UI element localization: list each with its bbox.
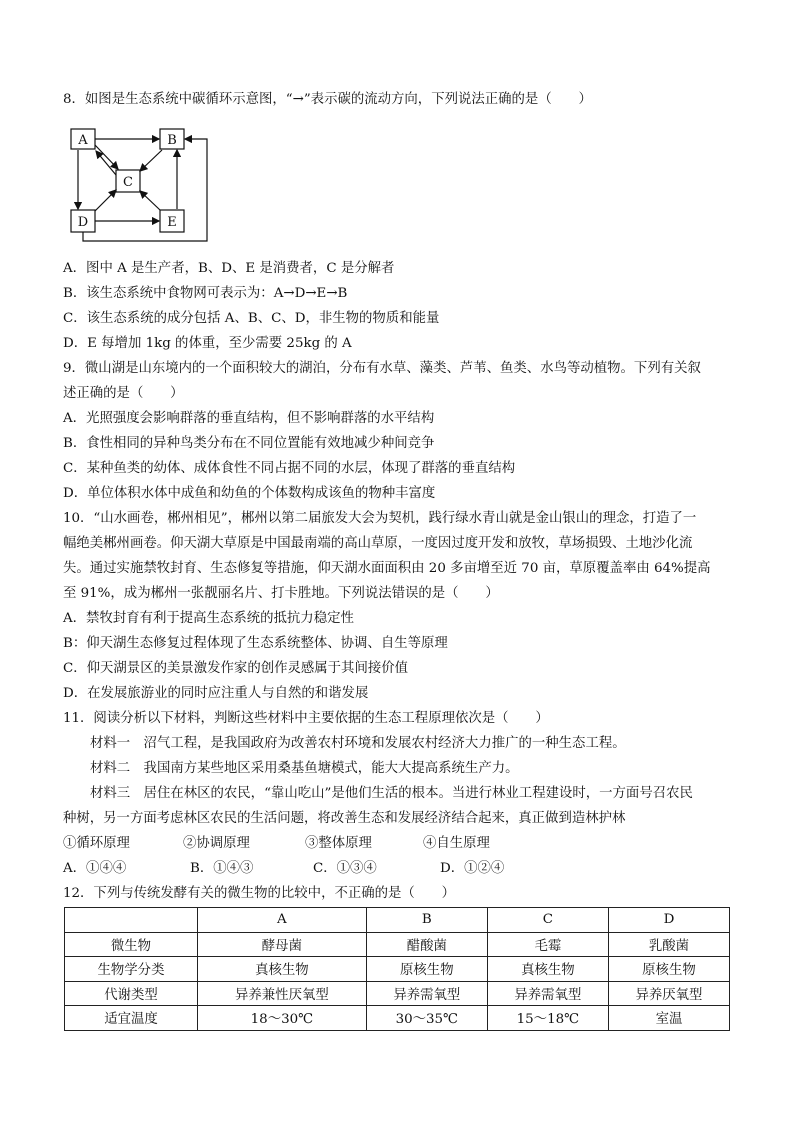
q10-option-d: D．在发展旅游业的同时应注重人与自然的和谐发展 <box>63 686 369 701</box>
table-cell: 异养需氧型 <box>487 981 608 1006</box>
q8-option-b: B．该生态系统中食物网可表示为：A→D→E→B <box>63 286 348 301</box>
q8-stem: 8．如图是生态系统中碳循环示意图，“→”表示碳的流动方向，下列说法正确的是（ ） <box>63 92 592 107</box>
table-header-cell: C <box>487 908 608 933</box>
q9-stem-line-2: 述正确的是（ ） <box>63 386 184 401</box>
table-cell: 30～35℃ <box>366 1006 487 1031</box>
q11-option-c: C．①③④ <box>313 861 377 876</box>
node-c-label: C <box>123 175 133 190</box>
table-header-cell: A <box>198 908 367 933</box>
table-cell: 异养需氧型 <box>366 981 487 1006</box>
q11-option-a: A．①④④ <box>63 861 127 876</box>
table-cell: 原核生物 <box>366 957 487 982</box>
table-cell: 18～30℃ <box>198 1006 367 1031</box>
node-a-label: A <box>78 133 88 148</box>
q11-stem: 11．阅读分析以下材料，判断这些材料中主要依据的生态工程原理依次是（ ） <box>63 711 549 726</box>
q8-option-d: D．E 每增加 1kg 的体重，至少需要 25kg 的 A <box>63 336 352 351</box>
table-cell: 乳酸菌 <box>608 932 729 957</box>
microbe-comparison-table <box>64 907 730 1031</box>
table-cell: 酵母菌 <box>198 932 367 957</box>
q11-principles <box>63 835 490 853</box>
principle-4: ④自生原理 <box>423 836 490 851</box>
node-b-label: B <box>167 133 177 148</box>
table-cell: 原核生物 <box>608 957 729 982</box>
q11-material-2: 材料二 我国南方某些地区采用桑基鱼塘模式，能大大提高系统生产力。 <box>90 761 519 776</box>
q10-stem-line-1: 10．“山水画卷，郴州相见”，郴州以第二届旅发大会为契机，践行绿水青山就是金山银山的理念，打造了一 <box>63 511 697 526</box>
q8-option-c: C．该生态系统的成分包括 A、B、C、D，非生物的物质和能量 <box>63 311 440 326</box>
table-cell: 代谢类型 <box>65 981 198 1006</box>
q10-stem-line-2: 幅绝美郴州画卷。仰天湖大草原是中国最南端的高山草原，一度因过度开发和放牧，草场损毁、土地沙化流 <box>63 536 693 551</box>
q10-option-b: B：仰天湖生态修复过程体现了生态系统整体、协调、自生等原理 <box>63 636 448 651</box>
table-row <box>65 932 730 957</box>
q9-stem-line-1: 9．微山湖是山东境内的一个面积较大的湖泊，分布有水草、藻类、芦苇、鱼类、水鸟等动植物。下列有关叙 <box>63 361 701 376</box>
q10-stem-line-4: 至 91%，成为郴州一张靓丽名片、打卡胜地。下列说法错误的是（ ） <box>63 586 499 601</box>
table-row <box>65 981 730 1006</box>
table-cell: 异养厌氧型 <box>608 981 729 1006</box>
table-cell: 真核生物 <box>198 957 367 982</box>
node-e-label: E <box>167 215 177 230</box>
table-header-row <box>65 908 730 933</box>
table-header-cell <box>65 908 198 933</box>
table-cell: 生物学分类 <box>65 957 198 982</box>
q11-material-3-line-1: 材料三 居住在林区的农民，“靠山吃山”是他们生活的根本。当进行林业工程建设时，一方面号召农民 <box>90 786 693 801</box>
table-cell: 微生物 <box>65 932 198 957</box>
principle-3: ③整体原理 <box>305 836 372 851</box>
principle-2: ②协调原理 <box>183 836 250 851</box>
table-cell: 真核生物 <box>487 957 608 982</box>
table-cell: 适宜温度 <box>65 1006 198 1031</box>
table-cell: 异养兼性厌氧型 <box>198 981 367 1006</box>
q9-option-b: B．食性相同的异种鸟类分布在不同位置能有效地减少种间竞争 <box>63 436 435 451</box>
q10-option-c: C．仰天湖景区的美景激发作家的创作灵感属于其间接价值 <box>63 661 409 676</box>
q8-option-a: A．图中 A 是生产者，B、D、E 是消费者，C 是分解者 <box>63 261 395 276</box>
table-row <box>65 957 730 982</box>
q11-option-b: B．①④③ <box>190 861 254 876</box>
q11-options <box>63 860 504 878</box>
q11-material-1: 材料一 沼气工程，是我国政府为改善农村环境和发展农村经济大力推广的一种生态工程。 <box>90 736 626 751</box>
q12-stem: 12．下列与传统发酵有关的微生物的比较中，不正确的是（ ） <box>63 886 455 901</box>
q11-material-3-line-2: 种树，另一方面考虑林区农民的生活问题，将改善生态和发展经济结合起来，真正做到造林护林 <box>63 811 626 826</box>
q9-option-c: C．某种鱼类的幼体、成体食性不同占据不同的水层，体现了群落的垂直结构 <box>63 461 516 476</box>
table-cell: 室温 <box>608 1006 729 1031</box>
table-header-cell: D <box>608 908 729 933</box>
table-cell: 毛霉 <box>487 932 608 957</box>
node-d-label: D <box>77 215 89 230</box>
carbon-cycle-diagram <box>66 123 212 245</box>
principle-1: ①循环原理 <box>63 836 130 851</box>
table-cell: 15～18℃ <box>487 1006 608 1031</box>
q9-option-a: A．光照强度会影响群落的垂直结构，但不影响群落的水平结构 <box>63 411 435 426</box>
q9-option-d: D．单位体积水体中成鱼和幼鱼的个体数构成该鱼的物种丰富度 <box>63 486 436 501</box>
q10-option-a: A．禁牧封育有利于提高生态系统的抵抗力稳定性 <box>63 611 354 626</box>
table-row <box>65 1006 730 1031</box>
q11-option-d: D．①②④ <box>440 861 505 876</box>
q10-stem-line-3: 失。通过实施禁牧封育、生态修复等措施，仰天湖水面面积由 20 多亩增至近 70 亩，草原覆盖率由 64%提高 <box>63 561 711 576</box>
table-header-cell: B <box>366 908 487 933</box>
table-cell: 醋酸菌 <box>366 932 487 957</box>
